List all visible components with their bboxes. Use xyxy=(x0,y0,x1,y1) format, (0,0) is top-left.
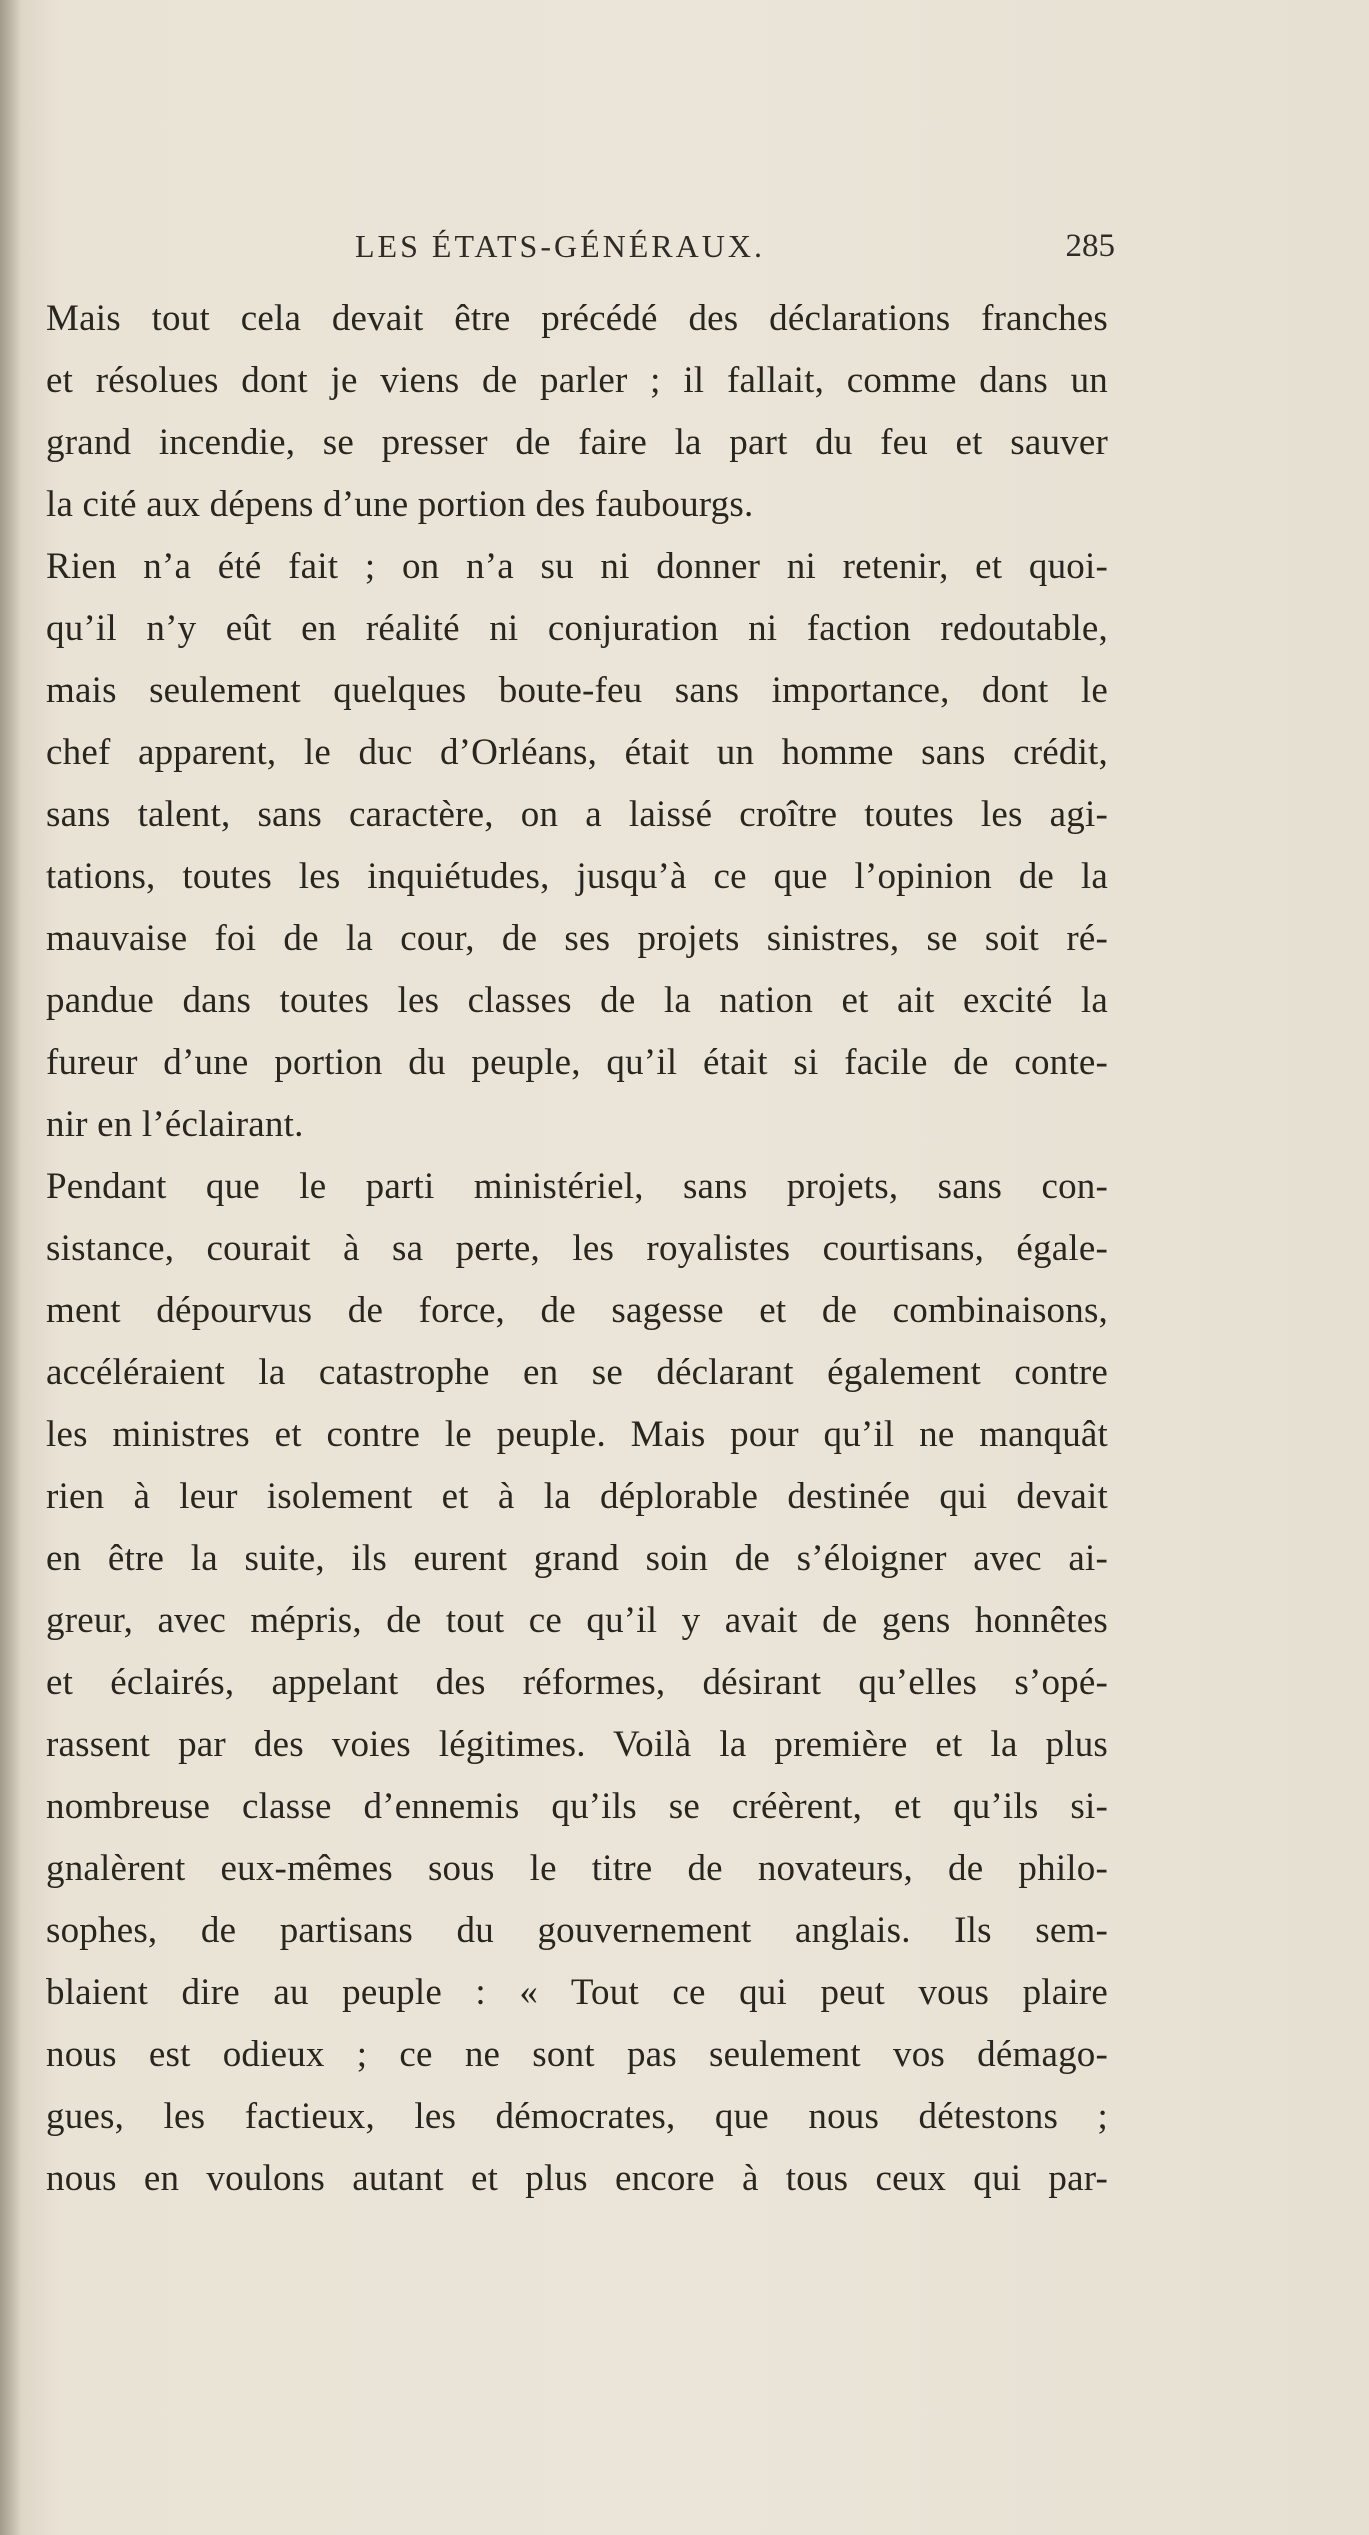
text-line: fureur d’une portion du peuple, qu’il était si facile de conte- xyxy=(46,1042,1108,1083)
running-header xyxy=(355,228,1115,268)
spine-shadow xyxy=(0,0,22,2535)
text-line: gues, les factieux, les démocrates, que nous détestons ; xyxy=(46,2096,1108,2137)
text-line: nous est odieux ; ce ne sont pas seulement vos démago- xyxy=(46,2034,1108,2075)
text-line: rassent par des voies légitimes. Voilà la première et la plus xyxy=(46,1724,1108,1765)
text-line: mais seulement quelques boute-feu sans importance, dont le xyxy=(46,670,1108,711)
text-line: et résolues dont je viens de parler ; il fallait, comme dans un xyxy=(46,360,1108,401)
text-line: ment dépourvus de force, de sagesse et de combinaisons, xyxy=(46,1290,1108,1331)
page-number: 285 xyxy=(1065,228,1115,264)
text-line: en être la suite, ils eurent grand soin de s’éloigner avec ai- xyxy=(46,1538,1108,1579)
text-line: rien à leur isolement et à la déplorable destinée qui devait xyxy=(46,1476,1108,1517)
text-line: pandue dans toutes les classes de la nation et ait excité la xyxy=(46,980,1108,1021)
text-line: Pendant que le parti ministériel, sans projets, sans con- xyxy=(46,1166,1108,1207)
text-line: Mais tout cela devait être précédé des déclarations franches xyxy=(46,298,1108,339)
text-line: grand incendie, se presser de faire la part du feu et sauver xyxy=(46,422,1108,463)
text-line: et éclairés, appelant des réformes, désirant qu’elles s’opé- xyxy=(46,1662,1108,1703)
text-line: Rien n’a été fait ; on n’a su ni donner ni retenir, et quoi- xyxy=(46,546,1108,587)
text-line: la cité aux dépens d’une portion des faubourgs. xyxy=(46,484,754,525)
text-line: sistance, courait à sa perte, les royalistes courtisans, égale- xyxy=(46,1228,1108,1269)
text-line: greur, avec mépris, de tout ce qu’il y avait de gens honnêtes xyxy=(46,1600,1108,1641)
text-line: qu’il n’y eût en réalité ni conjuration ni faction redoutable, xyxy=(46,608,1108,649)
text-line: nir en l’éclairant. xyxy=(46,1104,304,1145)
text-line: blaient dire au peuple : « Tout ce qui peut vous plaire xyxy=(46,1972,1108,2013)
text-line: mauvaise foi de la cour, de ses projets sinistres, se soit ré- xyxy=(46,918,1108,959)
running-title: LES ÉTATS-GÉNÉRAUX. xyxy=(355,228,765,264)
text-line: gnalèrent eux-mêmes sous le titre de novateurs, de philo- xyxy=(46,1848,1108,1889)
text-line: nombreuse classe d’ennemis qu’ils se créèrent, et qu’ils si- xyxy=(46,1786,1108,1827)
text-line: sophes, de partisans du gouvernement anglais. Ils sem- xyxy=(46,1910,1108,1951)
text-line: accéléraient la catastrophe en se déclarant également contre xyxy=(46,1352,1108,1393)
text-line: sans talent, sans caractère, on a laissé croître toutes les agi- xyxy=(46,794,1108,835)
text-line: nous en voulons autant et plus encore à tous ceux qui par- xyxy=(46,2158,1108,2199)
text-line: chef apparent, le duc d’Orléans, était un homme sans crédit, xyxy=(46,732,1108,773)
body-text xyxy=(46,297,1108,2247)
text-line: tations, toutes les inquiétudes, jusqu’à ce que l’opinion de la xyxy=(46,856,1108,897)
text-line: les ministres et contre le peuple. Mais pour qu’il ne manquât xyxy=(46,1414,1108,1455)
